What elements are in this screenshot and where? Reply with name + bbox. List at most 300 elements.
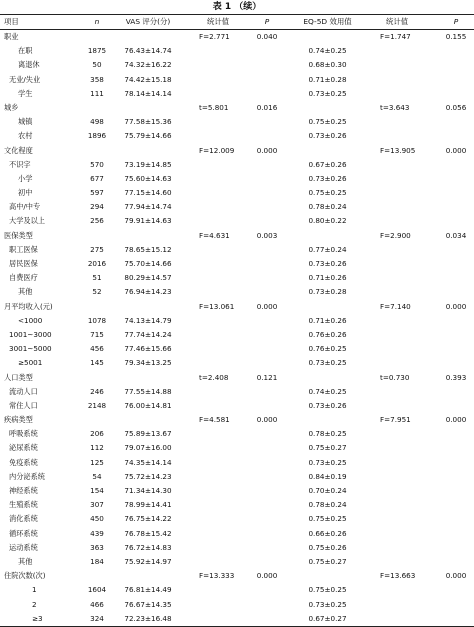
table-caption: 表 1 （续） [212,2,262,12]
row-p-2 [441,243,471,257]
row-n: 597 [90,188,104,198]
row-stat-1 [199,172,255,186]
row-n: 256 [90,216,104,226]
row-eq5d: 0.68±0.30 [308,60,347,70]
row-p-2 [441,356,471,370]
row-p-2 [441,456,471,470]
row-vas-score: 76.78±15.42 [124,528,172,538]
row-stat-1 [199,271,255,285]
row-vas-score: 78.99±14.41 [124,500,172,510]
row-p-1: 0.000 [256,571,278,581]
row-eq5d [285,144,370,158]
row-eq5d [285,101,370,115]
row-vas-score [114,30,182,44]
row-p-2 [441,441,471,455]
row-p-1: 0.016 [256,102,278,112]
row-eq5d: 0.73±0.26 [308,259,347,268]
row-stat-2 [380,342,436,356]
row-vas-score: 77.74±14.24 [124,329,172,339]
row-p-1 [252,200,282,214]
row-eq5d: 0.73±0.28 [308,287,347,297]
row-p-2 [441,172,471,186]
row-p-1 [252,555,282,569]
row-stat-1 [199,598,255,612]
row-eq5d: 0.80±0.22 [308,216,347,226]
row-p-1 [252,328,282,342]
row-p-1 [252,399,282,413]
row-stat-2 [380,470,436,484]
row-label: 高中/中专 [9,202,41,212]
row-label: 小学 [18,173,33,183]
table-row [0,87,474,101]
row-stat-2 [380,598,436,612]
row-p-2 [441,158,471,172]
row-label: 月平均收入(元) [4,301,53,311]
row-stat-1 [199,58,255,72]
row-eq5d [285,300,370,314]
row-p-1 [252,186,282,200]
row-label: 自费医疗 [9,273,38,283]
row-p-1: 0.040 [256,32,278,41]
row-p-2 [441,555,471,569]
row-stat-1 [199,498,255,512]
row-stat-2 [380,541,436,555]
row-stat-2 [380,583,436,597]
row-stat-1 [199,158,255,172]
row-p-2 [441,484,471,498]
row-label: 泌尿系统 [9,443,38,453]
row-p-2 [441,58,471,72]
row-eq5d: 0.73±0.25 [308,358,347,368]
row-vas-score: 74.35±14.14 [124,457,172,467]
row-stat-1 [199,356,255,370]
row-stat-1: F=13.333 [199,571,235,581]
row-vas-score: 75.79±14.66 [124,131,172,141]
table-row [0,385,474,399]
row-p-2 [441,257,471,271]
row-stat-1: F=2.771 [199,32,230,41]
row-n: 1604 [87,585,107,595]
row-eq5d: 0.74±0.25 [308,386,347,396]
table-row [0,541,474,555]
header-item: 项目 [4,17,19,26]
header-stat-2: 统计值 [386,17,409,26]
row-eq5d: 0.76±0.26 [308,329,347,339]
row-n: 206 [90,429,104,439]
row-eq5d: 0.75±0.27 [308,443,347,453]
row-n: 111 [90,88,104,98]
row-n: 715 [90,329,104,339]
row-p-1 [252,44,282,58]
table-row [0,186,474,200]
row-stat-2: t=0.730 [380,372,410,382]
table-group-row [0,300,474,314]
row-p-2 [441,598,471,612]
row-label: 2 [32,599,37,609]
row-stat-1 [199,115,255,129]
row-stat-1: F=13.061 [199,301,235,311]
row-vas-score: 74.13±14.79 [124,315,172,325]
table-row [0,484,474,498]
row-label: 呼吸系统 [9,429,38,439]
row-p-1 [252,470,282,484]
table-row [0,158,474,172]
row-stat-1 [199,470,255,484]
table-row [0,271,474,285]
table-row [0,44,474,58]
row-vas-score [114,300,182,314]
row-eq5d: 0.76±0.25 [308,344,347,354]
row-p-2 [441,200,471,214]
row-stat-1: F=4.631 [199,230,230,240]
row-p-2 [441,427,471,441]
row-label: 职工医保 [9,244,38,254]
row-p-1 [252,285,282,299]
row-label: 神经系统 [9,486,38,495]
row-p-1 [252,441,282,455]
row-n [84,371,110,385]
table-row [0,555,474,569]
row-p-2 [441,214,471,228]
row-p-2 [441,285,471,299]
row-n [84,300,110,314]
row-label: 大学及以上 [9,216,45,226]
row-vas-score: 78.14±14.14 [124,88,172,98]
row-stat-1 [199,200,255,214]
table-row [0,356,474,370]
row-eq5d: 0.77±0.24 [308,244,347,254]
row-p-1 [252,87,282,101]
row-n [84,101,110,115]
row-n [84,569,110,583]
row-p-2: 0.000 [445,571,467,581]
row-vas-score: 77.94±14.74 [124,202,172,212]
row-n: 363 [90,542,104,552]
row-n [84,229,110,243]
row-stat-1 [199,527,255,541]
row-stat-1 [199,583,255,597]
row-p-1 [252,129,282,143]
row-n: 294 [90,202,104,212]
row-label: ≥3 [32,613,43,623]
table-row [0,200,474,214]
row-stat-1 [199,186,255,200]
row-stat-2 [380,555,436,569]
row-eq5d: 0.78±0.24 [308,202,347,212]
row-stat-1: t=2.408 [199,372,229,382]
row-label: 疾病类型 [4,415,33,425]
row-n: 52 [92,287,102,297]
row-p-1 [252,214,282,228]
row-p-2 [441,527,471,541]
row-label: 内分泌系统 [9,471,45,481]
table-row [0,441,474,455]
table-row [0,512,474,526]
row-n: 184 [90,556,104,566]
table-row [0,427,474,441]
row-eq5d [285,229,370,243]
row-p-2: 0.056 [445,102,467,112]
row-p-2 [441,385,471,399]
row-p-2 [441,470,471,484]
row-stat-2 [380,73,436,87]
row-eq5d: 0.73±0.25 [308,88,347,98]
row-eq5d: 0.67±0.26 [308,159,347,169]
row-p-1 [252,271,282,285]
row-n [84,413,110,427]
row-n: 112 [90,443,104,453]
row-p-1 [252,385,282,399]
row-p-1 [252,456,282,470]
row-label: 不识字 [9,159,31,169]
row-p-2: 0.000 [445,301,467,311]
row-p-1: 0.000 [256,301,278,311]
row-stat-2 [380,186,436,200]
row-eq5d: 0.73±0.26 [308,173,347,183]
row-label: 人口类型 [4,372,33,382]
row-vas-score: 76.72±14.83 [124,542,172,552]
row-p-1 [252,427,282,441]
table-header-row [0,15,474,30]
row-label: 其他 [18,556,33,566]
row-eq5d: 0.67±0.27 [308,613,347,623]
table-row [0,115,474,129]
row-vas-score [114,569,182,583]
row-n: 154 [90,486,104,495]
row-label: 职业 [4,32,19,41]
row-stat-1: F=12.009 [199,145,235,155]
table-row [0,598,474,612]
row-stat-1 [199,385,255,399]
row-p-1 [252,498,282,512]
row-stat-1: t=5.801 [199,102,229,112]
row-p-1 [252,257,282,271]
row-stat-2 [380,456,436,470]
row-stat-1 [199,73,255,87]
row-n: 1078 [87,315,107,325]
row-stat-1 [199,314,255,328]
table-row [0,285,474,299]
row-p-2 [441,342,471,356]
table-row [0,498,474,512]
row-p-1: 0.121 [256,372,278,382]
row-label: 农村 [18,131,33,141]
row-n: 51 [92,273,102,283]
header-eq5d: EQ-5D 效用值 [303,17,352,26]
row-p-1: 0.003 [256,230,278,240]
row-p-1 [252,527,282,541]
header-n: n [94,17,100,26]
row-p-2 [441,271,471,285]
row-n: 466 [90,599,104,609]
row-eq5d: 0.78±0.25 [308,429,347,439]
row-p-1 [252,541,282,555]
row-eq5d: 0.75±0.25 [308,117,347,127]
table-group-row [0,413,474,427]
row-eq5d: 0.70±0.24 [308,486,347,495]
row-p-1 [252,158,282,172]
row-p-1 [252,356,282,370]
row-vas-score: 74.42±15.18 [124,74,172,84]
row-stat-2 [380,129,436,143]
row-n: 439 [90,528,104,538]
row-p-1 [252,172,282,186]
row-vas-score: 72.23±16.48 [124,613,172,623]
row-vas-score: 74.32±16.22 [124,60,172,70]
row-p-2 [441,583,471,597]
row-vas-score: 71.34±14.30 [124,486,172,495]
table-row [0,456,474,470]
row-label: 医保类型 [4,230,33,240]
row-n: 1896 [87,131,107,141]
table-group-row [0,101,474,115]
row-stat-1 [199,484,255,498]
row-label: 学生 [18,88,33,98]
row-p-1 [252,73,282,87]
row-eq5d: 0.75±0.25 [308,585,347,595]
row-p-2 [441,314,471,328]
row-p-2: 0.155 [445,32,467,41]
row-eq5d: 0.73±0.25 [308,457,347,467]
row-stat-2 [380,498,436,512]
table-row [0,470,474,484]
row-stat-2 [380,158,436,172]
row-p-2: 0.034 [445,230,467,240]
table-row [0,214,474,228]
row-p-1 [252,58,282,72]
row-eq5d [285,413,370,427]
row-stat-2 [380,427,436,441]
row-label: ≥5001 [18,358,43,368]
table-row [0,583,474,597]
row-vas-score: 77.58±15.36 [124,117,172,127]
row-label: 离退休 [18,60,40,70]
row-eq5d: 0.75±0.25 [308,514,347,524]
row-label: 在职 [18,46,33,56]
row-stat-1 [199,342,255,356]
row-eq5d: 0.75±0.27 [308,556,347,566]
table-group-row [0,371,474,385]
row-stat-2 [380,356,436,370]
row-n: 1875 [87,46,107,56]
row-vas-score [114,101,182,115]
row-vas-score: 79.34±13.25 [124,358,172,368]
row-stat-1 [199,129,255,143]
row-stat-2 [380,385,436,399]
row-eq5d [285,569,370,583]
row-vas-score: 79.91±14.63 [124,216,172,226]
row-stat-1 [199,555,255,569]
statistics-table [0,14,474,627]
row-n: 50 [92,60,102,70]
row-n: 275 [90,244,104,254]
row-vas-score: 76.67±14.35 [124,599,172,609]
table-row [0,399,474,413]
table-row [0,73,474,87]
row-n: 456 [90,344,104,354]
table-group-row [0,144,474,158]
row-eq5d: 0.75±0.25 [308,188,347,198]
row-label: 循环系统 [9,528,38,538]
row-n: 498 [90,117,104,127]
row-p-2 [441,44,471,58]
row-vas-score: 77.46±15.66 [124,344,172,354]
row-stat-2 [380,441,436,455]
row-vas-score: 75.92±14.97 [124,556,172,566]
row-label: 无业/失业 [9,74,41,84]
row-eq5d: 0.73±0.26 [308,131,347,141]
row-vas-score: 73.19±14.85 [124,159,172,169]
row-stat-2 [380,58,436,72]
row-label: 城乡 [4,102,19,112]
row-stat-1 [199,541,255,555]
table-group-row [0,569,474,583]
row-vas-score: 75.70±14.66 [124,259,172,268]
row-vas-score: 77.15±14.60 [124,188,172,198]
row-stat-2 [380,200,436,214]
row-n: 2148 [87,400,107,410]
header-p-2: P [453,17,459,26]
row-p-2 [441,541,471,555]
row-vas-score: 77.55±14.88 [124,386,172,396]
row-n: 358 [90,74,104,84]
table-row [0,172,474,186]
row-p-1 [252,598,282,612]
row-stat-2: F=13.905 [380,145,416,155]
row-vas-score [114,413,182,427]
row-stat-2 [380,257,436,271]
row-eq5d: 0.78±0.24 [308,500,347,510]
row-label: 3001~5000 [9,344,52,354]
row-stat-1 [199,44,255,58]
row-p-2 [441,115,471,129]
row-vas-score: 75.60±14.63 [124,173,172,183]
row-eq5d: 0.75±0.26 [308,542,347,552]
row-p-2 [441,498,471,512]
row-eq5d: 0.71±0.28 [308,74,347,84]
row-label: 住院次数(次) [4,571,46,581]
row-n: 145 [90,358,104,368]
row-stat-1 [199,87,255,101]
row-eq5d: 0.74±0.25 [308,46,347,56]
row-label: 常住人口 [9,400,38,410]
row-label: 运动系统 [9,542,38,552]
row-stat-2 [380,115,436,129]
table-row [0,328,474,342]
table-group-row [0,30,474,44]
table-row [0,58,474,72]
row-stat-1 [199,399,255,413]
row-n: 246 [90,386,104,396]
row-p-1 [252,484,282,498]
row-label: 流动人口 [9,386,38,396]
row-stat-1 [199,328,255,342]
row-vas-score: 79.07±16.00 [124,443,172,453]
row-stat-2 [380,512,436,526]
row-label: 1001~3000 [9,329,52,339]
row-stat-1 [199,243,255,257]
row-p-2: 0.393 [445,372,467,382]
row-stat-2 [380,484,436,498]
row-p-1: 0.000 [256,145,278,155]
row-n: 450 [90,514,104,524]
table-row [0,314,474,328]
row-n: 125 [90,457,104,467]
row-stat-2 [380,328,436,342]
row-label: 初中 [18,188,33,198]
row-stat-2 [380,87,436,101]
row-stat-2: t=3.643 [380,102,410,112]
